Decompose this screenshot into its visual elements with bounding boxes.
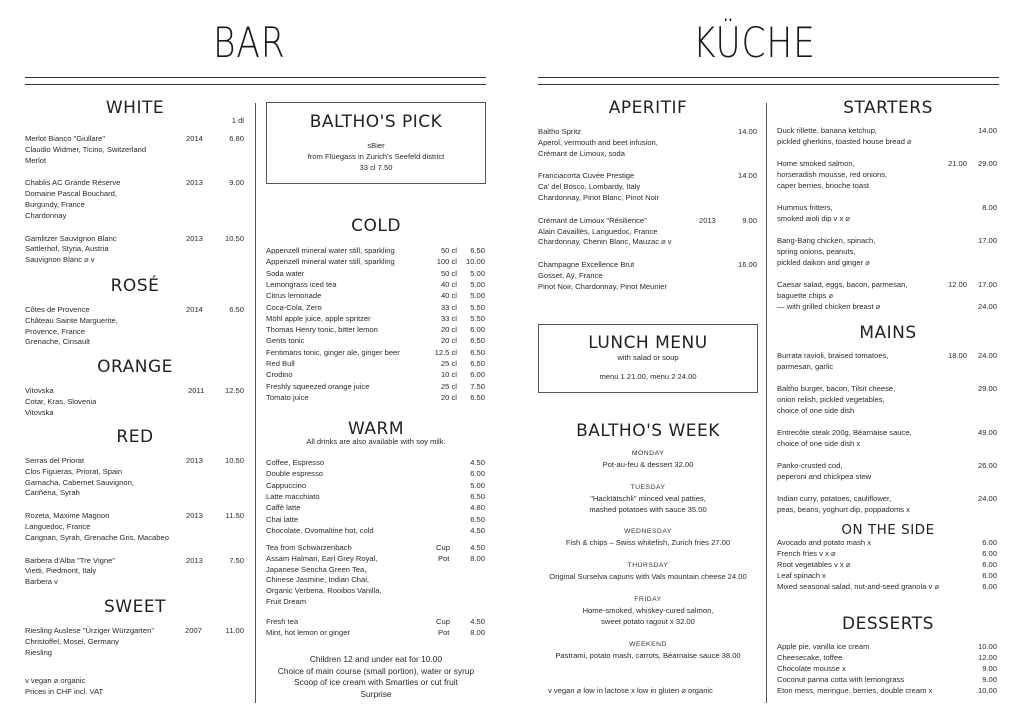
drink-row <box>266 336 485 347</box>
dish-row <box>777 582 997 593</box>
drink-row <box>266 382 485 393</box>
dish-price: 6.00 <box>982 549 997 558</box>
dish-row <box>777 686 997 697</box>
dish-name: Coconut panna cotta with lemongrass <box>777 675 905 684</box>
dish-detail: spring onions, peanuts, <box>777 246 856 256</box>
drink-row <box>266 314 485 325</box>
tea-price: 8.00 <box>470 627 485 637</box>
item-name: Serras del Priorat <box>25 456 85 465</box>
children-line: Scoop of ice cream with Smarties or cut fruit <box>294 677 458 687</box>
drink-volume: 12.5 cl <box>434 347 457 357</box>
drink-row <box>266 526 485 537</box>
weekday-label: FRIDAY <box>634 596 662 603</box>
children-line: Children 12 and under eat for 10.00 <box>309 654 443 664</box>
section-title-sweet: SWEET <box>104 597 166 617</box>
drink-volume: 10 cl <box>440 370 457 380</box>
divider <box>538 77 999 78</box>
dish-name: Hummus fritters, <box>777 203 833 212</box>
weekday-label: MONDAY <box>631 450 665 457</box>
dish-detail: choice of one side dish <box>777 405 855 415</box>
drink-price: 10.00 <box>465 257 485 267</box>
item-detail: Sauvignon Blanc ⌀ v <box>25 255 95 265</box>
dish-detail: horseradish mousse, red onions, <box>777 169 888 179</box>
dish-price-small: 12.00 <box>947 280 967 289</box>
dish-price-small: 21.00 <box>947 159 967 169</box>
drink-volume: 50 cl <box>440 246 457 255</box>
drink-price: 6.50 <box>470 347 485 357</box>
drink-volume: 20 cl <box>440 392 457 402</box>
item-detail: Riesling <box>25 647 53 657</box>
drink-volume: 25 cl <box>440 381 457 391</box>
column-divider <box>766 103 767 703</box>
tea-name: Tea from Schwarzenbach <box>266 543 352 552</box>
item-price: 6.50 <box>229 305 244 314</box>
unit-label: 1 dl <box>231 116 244 125</box>
section-title-balthos-pick: BALTHO'S PICK <box>309 112 443 132</box>
item-detail: Ca' del Bosco, Lombardy, Italy <box>538 182 641 192</box>
drink-name: Thomas Henry tonic, bitter lemon <box>266 325 378 335</box>
item-detail: Aperol, vermouth and beet infusion, <box>538 137 658 147</box>
drink-price: 4.50 <box>470 458 485 467</box>
dish-row <box>777 675 997 686</box>
column-divider <box>255 103 256 703</box>
drink-name: Lemongrass iced tea <box>266 279 337 289</box>
section-title-lunch: LUNCH MENU <box>588 333 708 353</box>
drink-row <box>266 359 485 370</box>
weekday-dish: sweet potato ragout x 32.00 <box>601 616 695 626</box>
drink-row <box>266 469 485 480</box>
drink-row <box>266 325 485 336</box>
drink-price: 6.00 <box>470 325 485 335</box>
drink-name: Gents tonic <box>266 336 305 346</box>
dish-name: Baltho burger, bacon, Tilsit cheese, <box>777 384 896 394</box>
drink-name: Red Bull <box>266 359 295 368</box>
drink-row <box>266 492 485 503</box>
dish-name: Panko-crusted cod, <box>777 461 843 471</box>
pick-name: sBier <box>367 141 385 150</box>
drink-name: Freshly squeezed orange juice <box>266 381 370 391</box>
tea-unit: Cup <box>436 543 450 552</box>
item-name: Baltho Spritz <box>538 127 582 136</box>
item-detail: Crémant de Limoux, soda <box>538 148 625 158</box>
tea-detail: Japanese Sencha Green Tea, <box>266 564 367 574</box>
price-note: Prices in CHF incl. VAT <box>25 687 104 696</box>
drink-name: Caffè latte <box>266 503 301 513</box>
bar-title: BAR <box>213 18 286 67</box>
divider <box>25 77 486 78</box>
weekday-label: WEEKEND <box>629 640 667 648</box>
dish-price-small: 18.00 <box>947 351 967 360</box>
item-price: 14.00 <box>737 127 757 136</box>
drink-price: 6.00 <box>470 370 485 380</box>
dish-price: 6.00 <box>982 538 997 547</box>
item-detail: Grenache, Cinsault <box>25 337 91 347</box>
item-price: 11.50 <box>225 511 244 521</box>
dish-detail: smoked aioli dip v x ⌀ <box>777 213 850 223</box>
dish-price: 17.00 <box>977 236 997 246</box>
tea-name: Fresh tea <box>266 617 299 626</box>
dish-price: 26.00 <box>977 461 997 471</box>
drink-row <box>266 257 485 268</box>
weekday-label: THURSDAY <box>627 562 669 570</box>
drink-name: Tomato juice <box>266 392 309 402</box>
drink-price: 6.50 <box>470 392 485 402</box>
dish-price: 17.00 <box>977 280 997 289</box>
item-price: 7.50 <box>229 555 244 565</box>
dish-price: 10.00 <box>977 686 997 695</box>
drink-name: Crodino <box>266 370 293 380</box>
section-title-rose: ROSÉ <box>110 276 160 296</box>
item-price: 11.00 <box>225 626 244 635</box>
item-detail: Carignan, Syrah, Grenache Gris, Macabeo <box>25 532 169 542</box>
drink-volume: 100 cl <box>436 257 457 267</box>
drink-price: 5.00 <box>470 268 485 278</box>
section-title-starters: STARTERS <box>843 98 933 118</box>
dish-name: Indian curry, potatoes, cauliflower, <box>777 494 892 504</box>
drink-row <box>266 348 485 359</box>
item-price: 12.50 <box>224 386 244 395</box>
drink-row <box>266 246 485 257</box>
divider <box>538 84 999 85</box>
drink-volume: 20 cl <box>440 336 457 346</box>
drink-name: Coffee, Espresso <box>266 458 325 467</box>
tea-detail: Fruit Dream <box>266 597 307 606</box>
dish-price: 10.00 <box>977 642 997 651</box>
weekday-dish: mashed potatoes with sauce 35.00 <box>589 504 707 514</box>
drink-price: 5.00 <box>470 480 485 490</box>
dish-price: 24.00 <box>977 351 997 360</box>
item-year: 2013 <box>186 456 203 465</box>
drink-row <box>266 303 485 314</box>
dish-price: 14.00 <box>977 126 997 135</box>
children-line: Choice of main course (small portion), water or syrup <box>277 665 475 676</box>
dish-row <box>777 571 997 582</box>
dish-price: 29.00 <box>977 384 997 394</box>
item-detail: Cotar, Kras, Slovenia <box>25 396 97 406</box>
drink-row <box>266 481 485 492</box>
dish-row <box>777 653 997 664</box>
dish-detail: pickled gherkins, toasted house bread ⌀ <box>777 136 912 146</box>
drink-volume: 50 cl <box>440 268 457 278</box>
drink-name: Soda water <box>266 268 305 278</box>
children-menu <box>266 654 486 700</box>
drink-price: 6.50 <box>470 246 485 255</box>
item-detail: Claudio Widmer, Ticino, Switzerland <box>25 144 147 154</box>
tea-detail: Assam Halmari, Earl Grey Royal, <box>266 553 378 563</box>
tea-unit: Cup <box>436 617 450 626</box>
dish-row <box>777 560 997 571</box>
dish-price: 24.00 <box>977 494 997 504</box>
drink-name: Appenzell mineral water still, sparkling <box>266 257 395 267</box>
item-name: Côtes de Provence <box>25 305 90 314</box>
item-detail: Cariñena, Syrah <box>25 488 80 498</box>
item-detail: Provence, France <box>25 326 85 336</box>
tea-detail: Chinese Jasmine, Indian Chai, <box>266 575 369 585</box>
item-year: 2013 <box>186 178 203 188</box>
drink-name: Möhl apple juice, apple spritzer <box>266 313 371 323</box>
dish-name: Mixed seasonal salad, nut-and-seed granola v ⌀ <box>777 582 940 591</box>
item-year: 2013 <box>186 555 203 565</box>
item-name: Barbera d'Alba "Tre Vigne" <box>25 555 116 565</box>
dish-price: 6.00 <box>982 571 997 580</box>
drink-price: 4.80 <box>470 503 485 513</box>
item-detail: Christoffel, Mosel, Germany <box>25 636 119 646</box>
item-detail: Gosset, Aÿ, France <box>538 270 603 280</box>
drink-row <box>266 393 485 404</box>
item-detail: Chardonnay, Chenin Blanc, Mauzac ⌀ v <box>538 237 672 247</box>
dish-name: Avocado and potato mash x <box>777 538 872 547</box>
section-title-warm: WARM <box>348 419 404 439</box>
item-name: Crémant de Limoux "Résilience" <box>538 215 647 225</box>
kitchen-legend: v vegan ⌀ low in lactose x low in gluten ⌀ organic <box>548 686 713 695</box>
dish-name: Chocolate mousse x <box>777 664 846 673</box>
dish-detail: caper berries, brioche toast <box>777 180 870 190</box>
pick-origin: from Flüegass in Zurich's Seefeld district <box>307 152 445 161</box>
lunch-menu-box <box>538 324 758 393</box>
drink-price: 6.50 <box>470 359 485 368</box>
item-name: Champagne Excellence Brut <box>538 260 635 270</box>
drink-price: 5.50 <box>470 313 485 323</box>
drink-price: 6.50 <box>470 491 485 501</box>
item-detail: Barbera v <box>25 577 58 587</box>
dish-detail: pickled daikon and ginger ⌀ <box>777 257 870 267</box>
drink-price: 6.50 <box>470 514 485 524</box>
drink-name: Coca-Cola, Zero <box>266 302 322 312</box>
drink-volume: 40 cl <box>440 291 457 301</box>
dish-name: Caesar salad, eggs, bacon, parmesan, <box>777 280 908 289</box>
dish-name: Root vegetables v x ⌀ <box>777 560 851 569</box>
drink-price: 4.50 <box>470 525 485 535</box>
drink-row <box>266 291 485 302</box>
drink-price: 5.50 <box>470 302 485 312</box>
warm-note: All drinks are also available with soy milk. <box>306 437 446 446</box>
dish-detail: peperoni and chickpea stew <box>777 471 872 481</box>
drink-row <box>266 370 485 381</box>
weekday-label: WEDNESDAY <box>624 528 672 536</box>
item-detail: Clos Figueras, Priorat, Spain <box>25 466 123 476</box>
drink-price: 5.00 <box>470 291 485 301</box>
dish-name: Leaf spinach x <box>777 571 826 580</box>
section-title-cold: COLD <box>351 216 401 236</box>
item-name: Vitovska <box>25 386 54 395</box>
drink-volume: 33 cl <box>440 313 457 323</box>
drink-name: Appenzell mineral water still, sparkling <box>266 246 395 255</box>
drink-row <box>266 503 485 514</box>
item-year: 2007 <box>185 626 202 635</box>
item-name: Riesling Auslese "Ürziger Würzgarten" <box>25 626 155 635</box>
item-price: 9.00 <box>229 178 244 188</box>
drink-volume: 20 cl <box>440 325 457 335</box>
balthos-pick-box <box>266 102 486 184</box>
item-year: 2014 <box>186 134 203 143</box>
dish-price: 9.00 <box>982 675 997 684</box>
item-price: 9.00 <box>742 215 757 225</box>
item-year: 2011 <box>188 386 205 395</box>
tea-price: 4.50 <box>470 543 485 552</box>
item-year: 2014 <box>186 305 203 314</box>
tea-detail: Organic Verbena, Rooibos Vanilla, <box>266 586 382 596</box>
dish-price: 29.00 <box>977 159 997 169</box>
section-title-white: WHITE <box>105 98 165 118</box>
weekday-dish: Pot-au-feu & dessert 32.00 <box>602 460 694 469</box>
drink-price: 5.00 <box>470 279 485 289</box>
drink-name: Chocolate, Ovomaltine hot, cold <box>266 525 374 535</box>
dish-name: Entrecôte steak 200g, Béarnaise sauce, <box>777 428 912 437</box>
item-detail: Pinot Noir, Chardonnay, Pinot Meunier <box>538 281 668 291</box>
dish-price: 49.00 <box>977 428 997 437</box>
section-title-week: BALTHO'S WEEK <box>576 421 720 441</box>
tea-price: 4.50 <box>470 617 485 626</box>
item-detail: Merlot <box>25 155 47 165</box>
weekday-label: TUESDAY <box>630 483 666 491</box>
dish-name: Home smoked salmon, <box>777 159 855 169</box>
drink-row <box>266 269 485 280</box>
dish-name: Apple pie, vanilla ice cream <box>777 642 870 651</box>
drink-name: Latte macchiato <box>266 491 320 501</box>
drink-price: 6.00 <box>470 469 485 479</box>
weekday-dish: Home-smoked, whiskey-cured salmon, <box>582 606 714 615</box>
lunch-note: with salad or soup <box>617 353 679 362</box>
drink-row <box>266 458 485 469</box>
dish-detail: parmesan, garlic <box>777 361 834 371</box>
drink-price: 6.50 <box>470 336 485 346</box>
divider <box>25 84 486 85</box>
section-title-aperitif: APERITIF <box>608 98 688 118</box>
item-year: 2013 <box>699 215 716 225</box>
item-year: 2013 <box>186 233 203 243</box>
item-detail: Burgundy, France <box>25 199 85 209</box>
item-detail: Alain Cavaillès, Languedoc, France <box>538 226 658 236</box>
dish-price: 12.00 <box>977 653 997 662</box>
section-title-desserts: DESSERTS <box>842 614 934 634</box>
dish-price: 8.00 <box>982 203 997 212</box>
tea-detail: Mint, hot lemon or ginger <box>266 627 350 637</box>
dish-price: 6.00 <box>982 582 997 591</box>
dish-detail: peas, beans, yoghurt dip, poppadoms x <box>777 504 910 514</box>
dish-name: Cheesecake, toffee <box>777 653 843 662</box>
dish-name: — with grilled chicken breast ⌀ <box>777 301 881 311</box>
item-price: 10.50 <box>224 456 244 465</box>
item-price: 6.80 <box>229 134 244 143</box>
item-detail: Chardonnay <box>25 210 67 220</box>
dish-detail: choice of one side dish x <box>777 438 861 448</box>
drink-row <box>266 280 485 291</box>
drink-volume: 25 cl <box>440 359 457 368</box>
dish-name: French fries v x ⌀ <box>777 549 836 558</box>
dish-detail: onion relish, pickled vegetables, <box>777 394 885 404</box>
dish-price: 24.00 <box>977 301 997 311</box>
item-price: 16.00 <box>737 260 757 270</box>
item-name: Chablis AC Grande Réserve <box>25 178 121 188</box>
item-detail: Vitovska <box>25 407 54 417</box>
item-detail: Sattlerhof, Styria, Austria <box>25 244 109 254</box>
children-line: Surprise <box>360 688 392 699</box>
item-detail: Château Sainte Marguerite, <box>25 315 118 325</box>
weekday-dish: Fish & chips – Swiss whitefish, Zurich fries 27.00 <box>565 538 731 548</box>
kueche-title: KÜCHE <box>693 18 816 67</box>
legend: v vegan ⌀ organic <box>25 676 86 685</box>
item-name: Rozeta, Maxime Magnon <box>25 511 110 521</box>
dish-row <box>777 664 997 675</box>
section-title-orange: ORANGE <box>97 357 173 377</box>
drink-name: Citrus lemonade <box>266 291 322 301</box>
dish-name: Eton mess, meringue, berries, double cream x <box>777 686 933 695</box>
drink-name: Chai latte <box>266 514 299 524</box>
item-detail: Languedoc, France <box>25 521 91 531</box>
dish-price: 9.00 <box>982 664 997 673</box>
item-name: Gamlitzer Sauvignon Blanc <box>25 233 117 243</box>
item-price: 10.50 <box>224 233 244 243</box>
weekday-dish: Original Surselva capuns with Vals mountain cheese 24.00 <box>549 572 747 582</box>
pick-price: 33 cl 7.50 <box>359 163 393 172</box>
lunch-prices: menu 1 21.00, menu 2 24.00 <box>599 372 697 381</box>
weekday-dish: Pastrami, potato mash, carrots, Béarnaise sauce 38.00 <box>555 650 741 660</box>
item-name: Merlot Bianco "Giullare" <box>25 134 106 143</box>
tea-price: 8.00 <box>470 553 485 563</box>
section-title-side: ON THE SIDE <box>841 522 935 538</box>
item-detail: Vietti, Piedmont, Italy <box>25 566 97 576</box>
drink-name: Fentimans tonic, ginger ale, ginger beer <box>266 347 400 357</box>
item-detail: Garnacha, Cabernet Sauvignon, <box>25 477 134 487</box>
drink-name: Cappuccino <box>266 480 307 490</box>
dish-name: Bang-Bang chicken, spinach, <box>777 236 876 246</box>
tea-unit: Pot <box>438 553 450 563</box>
dish-row <box>777 538 997 549</box>
tea-unit: Pot <box>438 627 450 637</box>
drink-name: Double espresso <box>266 469 323 479</box>
dish-row <box>777 642 997 653</box>
dish-row <box>777 549 997 560</box>
dish-name: Burrata ravioli, braised tomatoes, <box>777 351 889 360</box>
item-price: 14.00 <box>737 171 757 181</box>
weekday-dish: "Hacktätschli" minced veal patties, <box>590 493 706 503</box>
drink-volume: 33 cl <box>440 302 457 312</box>
item-detail: Domaine Pascal Bouchard, <box>25 189 118 199</box>
item-name: Franciacorta Cuvée Prestige <box>538 171 635 181</box>
drink-volume: 40 cl <box>440 279 457 289</box>
item-year: 2013 <box>186 511 203 521</box>
dish-name: Duck rillette, banana ketchup, <box>777 126 878 135</box>
item-detail: Chardonnay, Pinot Blanc, Pinot Noir <box>538 192 660 202</box>
section-title-red: RED <box>116 427 154 447</box>
drink-row <box>266 515 485 526</box>
drink-price: 7.50 <box>470 381 485 391</box>
dish-detail: baguette chips ⌀ <box>777 290 834 300</box>
section-title-mains: MAINS <box>859 323 917 343</box>
dish-price: 6.00 <box>982 560 997 569</box>
